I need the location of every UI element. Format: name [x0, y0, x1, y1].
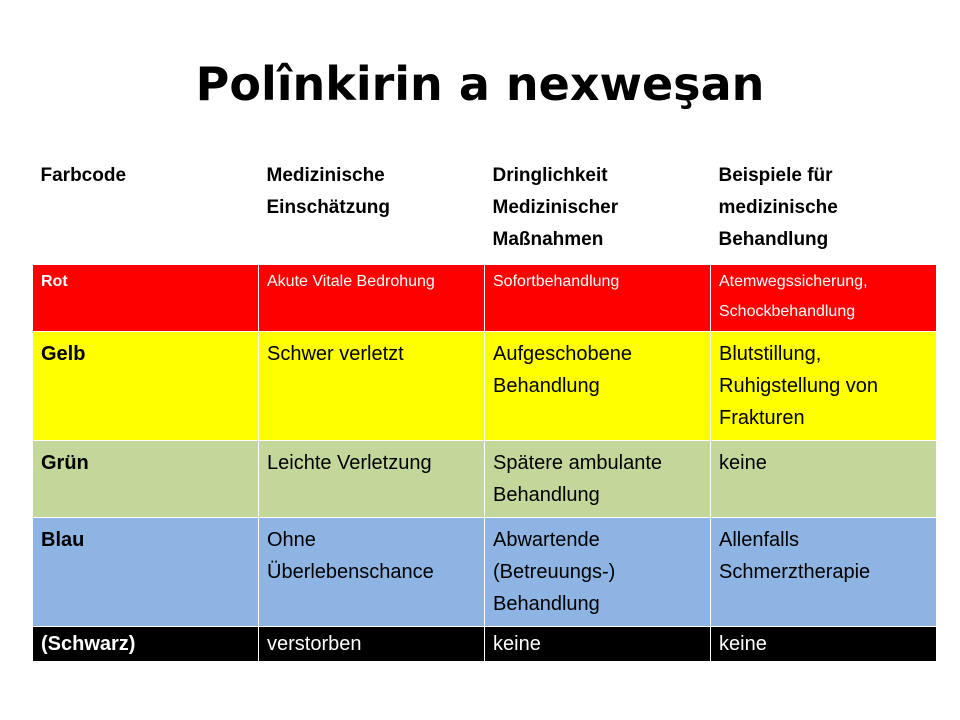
cell-treatment: keine [711, 441, 937, 518]
cell-assessment: Schwer verletzt [259, 332, 485, 441]
table-row-blue [33, 518, 937, 627]
cell-assessment: verstorben [259, 627, 485, 662]
cell-urgency: Aufgeschobene Behandlung [485, 332, 711, 441]
cell-assessment: Akute Vitale Bedrohung [259, 265, 485, 332]
cell-assessment: Ohne Überlebenschance [259, 518, 485, 627]
cell-color-code: (Schwarz) [33, 627, 259, 662]
cell-treatment: keine [711, 627, 937, 662]
cell-color-code: Grün [33, 441, 259, 518]
cell-color-code: Gelb [33, 332, 259, 441]
cell-treatment: Blutstillung, Ruhigstellung von Frakturen [711, 332, 937, 441]
header-treatment-examples: Beispiele für medizinische Behandlung [711, 160, 937, 265]
cell-treatment: Atemwegssicherung, Schockbehandlung [711, 265, 937, 332]
cell-treatment: Allenfalls Schmerztherapie [711, 518, 937, 627]
cell-assessment: Leichte Verletzung [259, 441, 485, 518]
table-row-yellow [33, 332, 937, 441]
table-row-black [33, 627, 937, 662]
cell-urgency: Abwartende (Betreuungs-) Behandlung [485, 518, 711, 627]
slide-title: Polînkirin a nexweşan [195, 57, 765, 111]
cell-urgency: Spätere ambulante Behandlung [485, 441, 711, 518]
cell-color-code: Blau [33, 518, 259, 627]
table-row-green [33, 441, 937, 518]
cell-urgency: keine [485, 627, 711, 662]
table-header-row [33, 160, 937, 265]
table-row-red [33, 265, 937, 332]
header-medical-assessment: Medizinische Einschätzung [259, 160, 485, 265]
header-urgency: Dringlichkeit Medizinischer Maßnahmen [485, 160, 711, 265]
cell-urgency: Sofortbehandlung [485, 265, 711, 332]
cell-color-code: Rot [33, 265, 259, 332]
triage-table [32, 160, 937, 662]
header-color-code: Farbcode [33, 160, 259, 265]
